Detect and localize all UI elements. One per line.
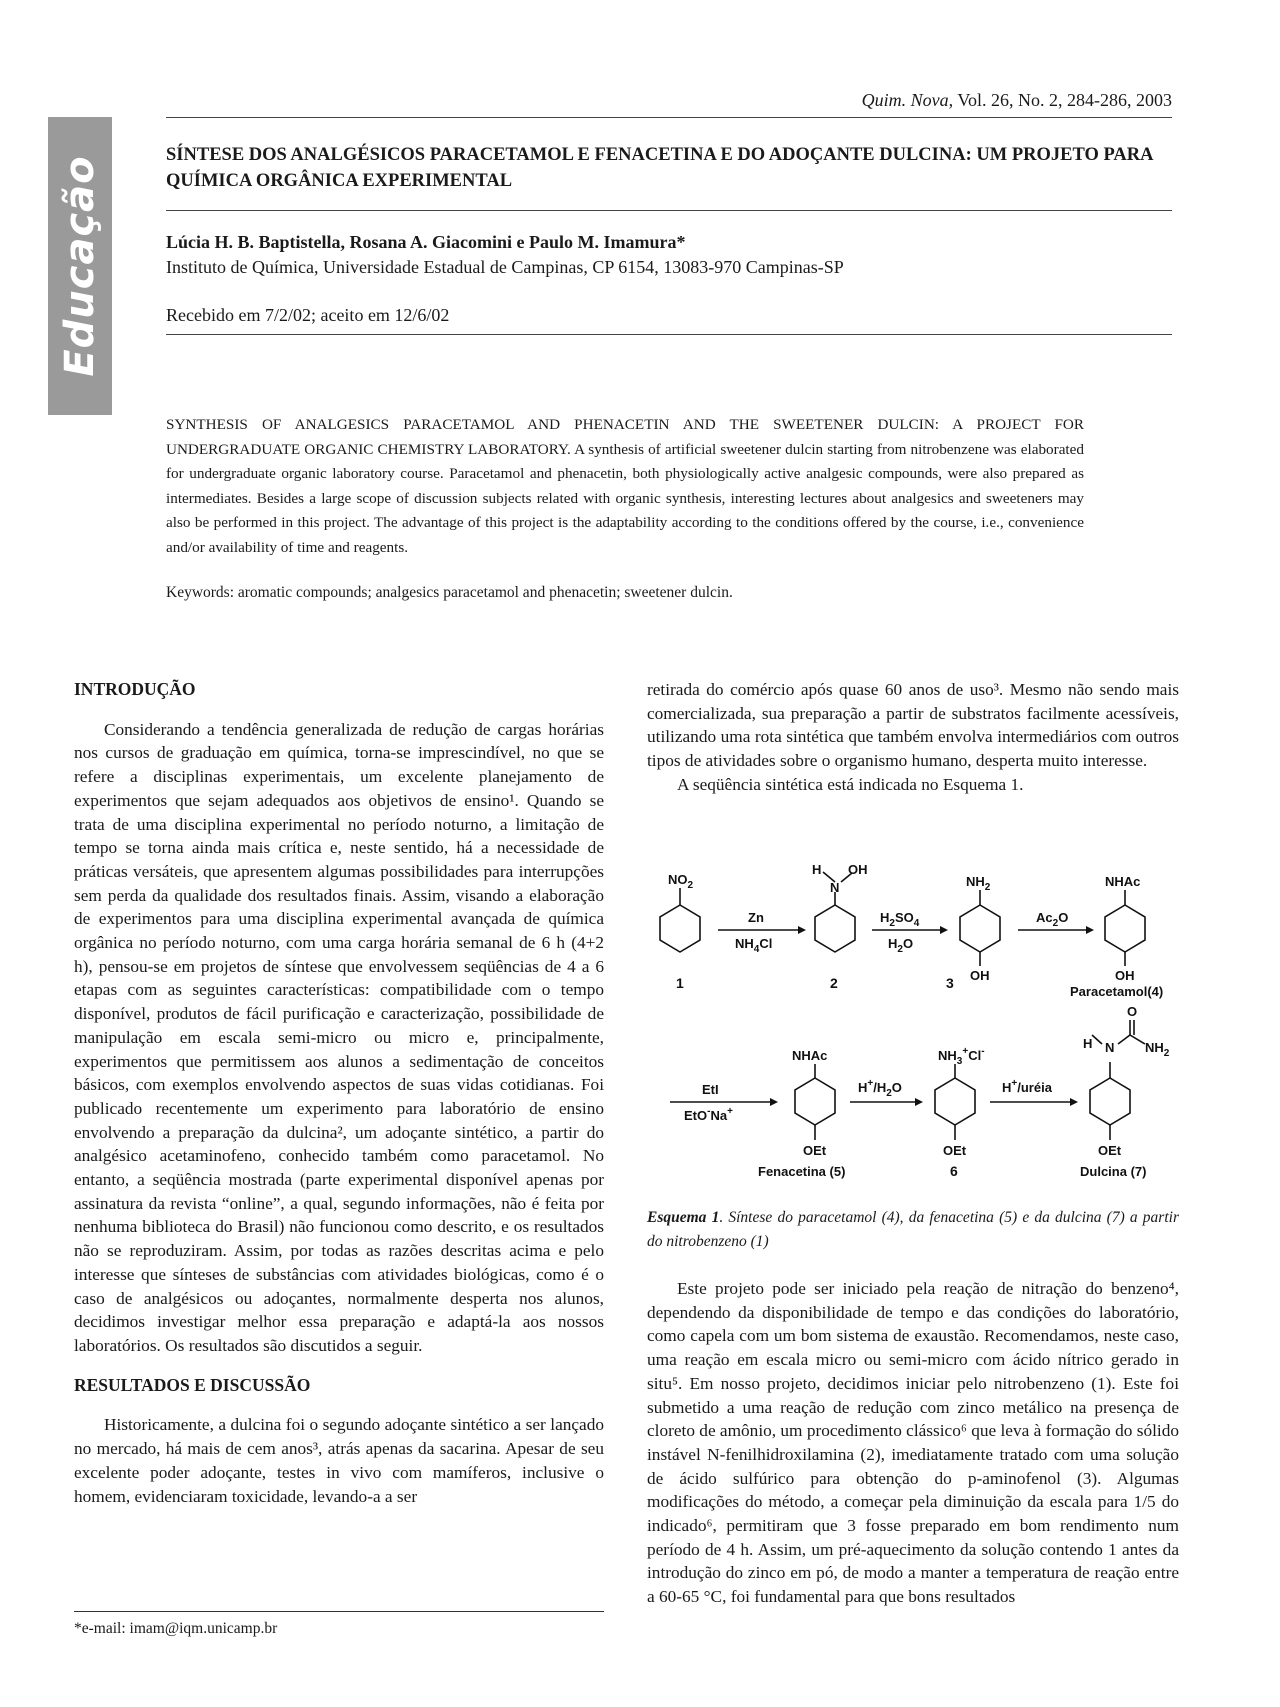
- article-affiliation: Instituto de Química, Universidade Estadual de Campinas, CP 6154, 13083-970 Campinas-SP: [166, 257, 844, 277]
- substituent-oet-5: OEt: [803, 1143, 827, 1158]
- substituent-nh2: $NH_2$: [966, 874, 991, 893]
- section-tab: [48, 117, 112, 415]
- footnote: *e-mail: imam@iqm.unicamp.br: [74, 1620, 278, 1637]
- reagent-ac2o: $Ac_2O$: [1036, 910, 1069, 929]
- article-title: SÍNTESE DOS ANALGÉSICOS PARACETAMOL E FENACETINA E DO ADOÇANTE DULCINA: UM PROJETO PARA QUÍMICA ORGÂNICA EXPERIMENTAL: [166, 145, 1153, 191]
- scheme-caption-label: Esquema 1: [647, 1209, 720, 1226]
- reaction-scheme: [640, 840, 1180, 1180]
- substituent-h-7: H: [1083, 1036, 1093, 1051]
- benzene-ring-3: [960, 905, 1000, 952]
- reagent-nh4cl: $NH_4Cl$: [735, 936, 773, 955]
- substituent-nh3cl: $NH_3^+Cl^-$: [938, 1046, 985, 1067]
- title-rule: [166, 210, 1172, 211]
- reagent-h2o: $H_2O$: [888, 936, 914, 955]
- substituent-oh-3: OH: [970, 968, 990, 983]
- section-heading-resultados: RESULTADOS E DISCUSSÃO: [74, 1374, 311, 1395]
- keywords: Keywords: aromatic compounds; analgesics paracetamol and phenacetin; sweetener dulcin.: [166, 584, 733, 601]
- footnote-rule: [74, 1611, 604, 1612]
- left-column: [74, 678, 604, 1508]
- substituent-nh2-7: $NH_2$: [1145, 1040, 1170, 1059]
- right-paragraph-1: retirada do comércio após quase 60 anos de uso³. Mesmo não sendo mais comercializada, sua preparação a partir de substratos facilmente acessíveis, utilizando uma rota sintética que também envolva intermediários com outros tipos de atividades sobre o organismo humano, desperta muito interesse.: [647, 680, 1179, 771]
- right-paragraph-3: Este projeto pode ser iniciado pela reação de nitração do benzeno⁴, dependendo da disponibilidade de tempo e das condições do laboratório, como capela com um bom sistema de exaustão. Recomendamos, neste caso, uma reação em escala micro ou semi-micro com ácido nítrico gerado in situ⁵. Em nosso projeto, decidimos iniciar pelo nitrobenzeno (1). Este foi submetido a uma reação de redução com zinco metálico na presença de cloreto de amônio, um procedimento clássico⁶ que leva à formação do sólido instável N-fenilhidroxilamina (2), imediatamente tratado com uma solução de ácido sulfúrico para obtenção do p-aminofenol (3). Algumas modificações do método, a começar pela diminuição da escala para 1/5 do indicado⁶, permitiram que 3 fosse preparado em bom rendimento num período de 4 h. Assim, um pré-aquecimento da solução contendo 1 antes da introdução do zinco em pó, de modo a manter a temperatura de reação entre a 60-65 °C, foi fundamental para que bons resultados: [647, 1279, 1179, 1607]
- compound-label-2: 2: [830, 975, 838, 991]
- substituent-nhac-4: NHAc: [1105, 874, 1141, 889]
- compound-label-7: Dulcina (7): [1080, 1164, 1147, 1179]
- benzene-ring-2: [815, 905, 855, 952]
- reagent-hplus-h2o: $H^+/H_2O$: [858, 1078, 902, 1099]
- scheme-caption-text: . Síntese do paracetamol (4), da fenacetina (5) e da dulcina (7) a partir do nitrobenzeno (1): [647, 1209, 1179, 1250]
- journal-name: Quim. Nova,: [861, 90, 954, 110]
- substituent-o-7: O: [1127, 1004, 1138, 1019]
- journal-citation: [862, 90, 1172, 111]
- benzene-ring-4: [1105, 905, 1145, 952]
- compound-label-6: 6: [950, 1163, 958, 1179]
- benzene-ring-6: [935, 1078, 975, 1125]
- substituent-nhac-5: NHAc: [792, 1048, 828, 1063]
- journal-details: Vol. 26, No. 2, 284-286, 2003: [957, 90, 1172, 110]
- substituent-n-7: N: [1105, 1040, 1115, 1055]
- substituent-oh: OH: [848, 862, 868, 877]
- received-date: Recebido em 7/2/02; aceito em 12/6/02: [166, 305, 450, 325]
- right-paragraph-2: A seqüência sintética está indicada no Esquema 1.: [677, 774, 1024, 794]
- substituent-oh-4: OH: [1115, 968, 1135, 983]
- article-authors: Lúcia H. B. Baptistella, Rosana A. Giacomini e Paulo M. Imamura*: [166, 232, 686, 252]
- section-tab-label: Educação: [57, 155, 103, 377]
- substituent-oet-7: OEt: [1098, 1143, 1122, 1158]
- benzene-ring-5: [795, 1078, 835, 1125]
- benzene-ring-1: [660, 905, 700, 952]
- benzene-ring-7: [1090, 1078, 1130, 1125]
- meta-rule: [166, 334, 1172, 335]
- compound-label-4: Paracetamol(4): [1070, 984, 1164, 999]
- substituent-no2: $NO_2$: [668, 872, 694, 891]
- right-column-top: [647, 678, 1179, 797]
- intro-paragraph: Considerando a tendência generalizada de redução de cargas horárias nos cursos de graduação em química, torna-se imprescindível, no que se refere a disciplinas experimentais, um excelente planejamento de experimentos que sejam adequados aos objetivos de ensino¹. Quando se trata de uma disciplina experimental no período noturno, a limitação de tempo se torna ainda mais crítica e, neste sentido, há a necessidade de práticas versáteis, que apresentem algumas possibilidades para interrupções sem perda da qualidade dos resultados finais. Assim, visando a elaboração de experimentos para uma disciplina experimental avançada de química orgânica no período noturno, com uma carga horária semanal de 6 h (4+2 h), pensou-se em projetos de síntese que envolvessem seqüências de 4 a 6 etapas com as seguintes características: compatibilidade com o tempo disponível, produtos de fácil purificação e caracterização, possibilidade de manipulação em escala semi-micro ou micro e, principalmente, experimentos que permitissem aos alunos a sedimentação de conceitos básicos, com exemplos envolvendo aspectos de suas vidas cotidianas. Foi publicado recentemente um experimento para laboratório de ensino envolvendo a preparação da dulcina², um adoçante sintético, a partir do analgésico acetaminofeno, conhecido também como paracetamol. No entanto, a seqüência mostrada (parte experimental disponível apenas por assinatura da revista “online”, a qual, segundo informações, não é feita por nenhuma biblioteca do Brasil) não funcionou como descrito, e os resultados não se reproduziram. Assim, por todas as razões descritas acima e pelo interesse que sínteses de substâncias com atividades biológicas, como é o caso de analgésicos ou adoçantes, normalmente desperta nos alunos, decidimos investigar melhor essa preparação e adaptá-la aos nossos laboratórios. Os resultados são discutidos a seguir.: [74, 719, 604, 1355]
- substituent-h: H: [812, 862, 822, 877]
- right-column-bottom: [647, 1277, 1179, 1609]
- reagent-zn: Zn: [748, 910, 764, 925]
- substituent-n: N: [830, 880, 840, 895]
- scheme-caption: [647, 1206, 1179, 1254]
- section-heading-introducao: INTRODUÇÃO: [74, 679, 196, 699]
- reagent-eti: EtI: [702, 1082, 719, 1097]
- results-paragraph: Historicamente, a dulcina foi o segundo adoçante sintético a ser lançado no mercado, há mais de cem anos³, atrás apenas da sacarina. Apesar de seu excelente poder adoçante, testes in vivo com mamíferos, inclusive o homem, evidenciaram toxicidade, levando-a a ser: [74, 1415, 604, 1506]
- abstract: SYNTHESIS OF ANALGESICS PARACETAMOL AND PHENACETIN AND THE SWEETENER DULCIN: A PROJECT FOR UNDERGRADUATE ORGANIC CHEMISTRY LABORATORY. A synthesis of artificial sweetener dulcin starting from nitrobenzene was elaborated for undergraduate organic laboratory course. Paracetamol and phenacetin, both physiologically active analgesic compounds, were also prepared as intermediates. Besides a large scope of discussion subjects related with organic synthesis, interesting lectures about analgesics and sweeteners may also be performed in this project. The advantage of this project is the adaptability according to the conditions offered by the course, i.e., convenience and/or availability of time and reagents.: [166, 416, 1084, 556]
- header-rule: [166, 117, 1172, 118]
- reagent-hplus-urea: H+/uréia: [1002, 1078, 1052, 1095]
- reagent-etona: EtO-Na+: [684, 1106, 733, 1123]
- reagent-h2so4: $H_2SO_4$: [880, 910, 920, 929]
- compound-label-5: Fenacetina (5): [758, 1164, 846, 1179]
- compound-label-3: 3: [946, 975, 954, 991]
- substituent-oet-6: OEt: [943, 1143, 967, 1158]
- compound-label-1: 1: [676, 975, 684, 991]
